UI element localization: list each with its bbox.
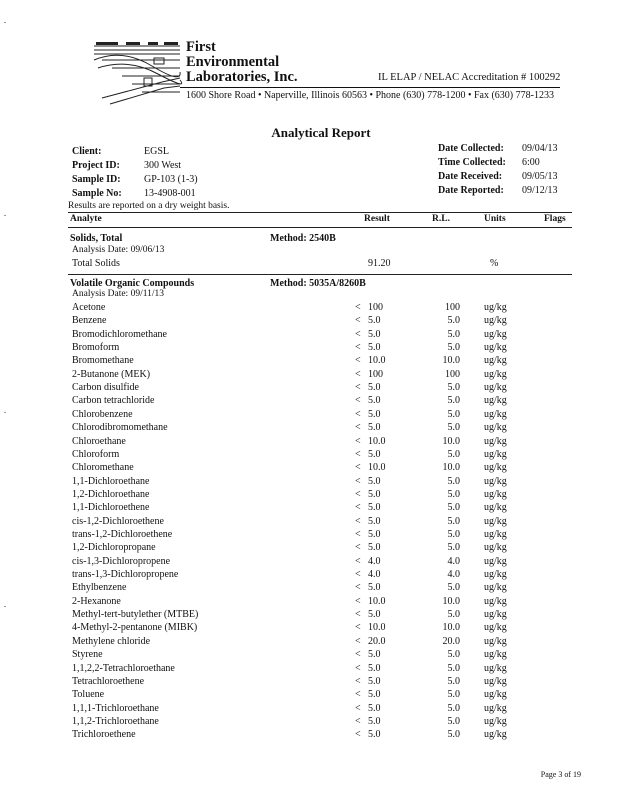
- table-row: [0, 449, 642, 462]
- less-than-qualifier: <: [355, 435, 361, 447]
- analyte-name: 2-Butanone (MEK): [72, 368, 151, 380]
- analyte-name: trans-1,3-Dichloropropene: [72, 569, 179, 580]
- less-than-qualifier: <: [355, 662, 361, 674]
- analyte-name: 4-Methyl-2-pentanone (MIBK): [72, 622, 198, 634]
- reporting-limit-value: 5.0: [447, 328, 460, 340]
- unit-value: ug/kg: [484, 302, 507, 313]
- unit-value: ug/kg: [484, 328, 507, 340]
- date-reported-label: Date Reported:: [438, 185, 504, 196]
- analyte-name: Chloromethane: [72, 462, 134, 474]
- analyte-name: 1,1,2,2-Tetrachloroethane: [72, 662, 175, 674]
- analyte-name: Styrene: [72, 649, 103, 661]
- analyte-name: Bromomethane: [72, 355, 134, 367]
- table-row: [0, 596, 642, 609]
- less-than-qualifier: <: [355, 488, 361, 500]
- reporting-limit-value: 4.0: [447, 555, 460, 567]
- less-than-qualifier: <: [355, 529, 361, 540]
- table-row: [0, 489, 642, 502]
- scan-mark: [4, 215, 6, 216]
- table-row: [0, 502, 642, 515]
- table-row: [0, 409, 642, 422]
- result-value: 5.0: [368, 689, 381, 701]
- table-row: [0, 636, 642, 649]
- company-name-line-2: Environmental: [186, 54, 280, 70]
- analyte-name: Total Solids: [72, 258, 120, 269]
- result-value: 5.0: [368, 529, 381, 540]
- table-row: [0, 529, 642, 542]
- table-row: [0, 622, 642, 635]
- reporting-limit-value: 20.0: [442, 635, 460, 647]
- unit-value: ug/kg: [484, 315, 507, 327]
- less-than-qualifier: <: [355, 569, 361, 580]
- unit-value: ug/kg: [484, 368, 507, 380]
- analyte-name: Bromoform: [72, 342, 120, 354]
- table-row: [0, 516, 642, 529]
- unit-value: ug/kg: [484, 542, 507, 554]
- reporting-limit-value: 10.0: [442, 462, 460, 474]
- reporting-limit-value: 5.0: [447, 675, 460, 687]
- reporting-limit-value: 5.0: [447, 382, 460, 394]
- analyte-name: Ethylbenzene: [72, 582, 127, 594]
- table-row: [0, 609, 642, 622]
- result-value: 5.0: [368, 649, 381, 661]
- solids-analysis-date: Analysis Date: 09/06/13: [72, 245, 165, 255]
- result-value: 10.0: [368, 435, 386, 447]
- result-value: 5.0: [368, 702, 381, 714]
- less-than-qualifier: <: [355, 649, 361, 661]
- analyte-name: Chlorodibromomethane: [72, 422, 168, 434]
- less-than-qualifier: <: [355, 355, 361, 367]
- unit-value: ug/kg: [484, 395, 507, 407]
- result-value: 5.0: [368, 662, 381, 674]
- result-value: 5.0: [368, 475, 381, 487]
- table-row: [0, 676, 642, 689]
- table-row: [0, 355, 642, 368]
- analyte-name: 1,1,1-Trichloroethane: [72, 702, 159, 714]
- result-value: 10.0: [368, 622, 386, 634]
- analyte-name: 1,2-Dichloroethane: [72, 488, 150, 500]
- solids-method: Method: 2540B: [270, 233, 336, 244]
- less-than-qualifier: <: [355, 382, 361, 394]
- analyte-name: Benzene: [72, 315, 107, 327]
- reporting-limit-value: 5.0: [447, 448, 460, 460]
- result-value: 4.0: [368, 569, 381, 580]
- reporting-limit-value: 5.0: [447, 609, 460, 620]
- company-address: 1600 Shore Road • Naperville, Illinois 60563 • Phone (630) 778-1200 • Fax (630) 778-1233: [186, 90, 554, 101]
- column-header-rl: R.L.: [432, 214, 450, 224]
- table-row: [0, 649, 642, 662]
- unit-value: ug/kg: [484, 462, 507, 474]
- table-header-top-rule: [68, 212, 572, 213]
- reporting-limit-value: 5.0: [447, 502, 460, 514]
- analyte-name: Methylene chloride: [72, 635, 151, 647]
- less-than-qualifier: <: [355, 448, 361, 460]
- reporting-limit-value: 5.0: [447, 529, 460, 540]
- unit-value: ug/kg: [484, 582, 507, 594]
- analyte-name: Methyl-tert-butylether (MTBE): [72, 609, 199, 620]
- unit-value: ug/kg: [484, 488, 507, 500]
- unit-value: ug/kg: [484, 569, 507, 580]
- voc-analysis-date: Analysis Date: 09/11/13: [72, 289, 164, 299]
- less-than-qualifier: <: [355, 595, 361, 607]
- analyte-name: Bromodichloromethane: [72, 328, 167, 340]
- less-than-qualifier: <: [355, 515, 361, 527]
- less-than-qualifier: <: [355, 622, 361, 634]
- analyte-name: Carbon tetrachloride: [72, 395, 155, 407]
- sample-no-value: 13-4908-001: [144, 188, 196, 199]
- result-value: 10.0: [368, 462, 386, 474]
- less-than-qualifier: <: [355, 542, 361, 554]
- sample-id-label: Sample ID:: [72, 174, 121, 185]
- unit-value: ug/kg: [484, 448, 507, 460]
- date-collected-value: 09/04/13: [522, 143, 558, 154]
- result-value: 5.0: [368, 609, 381, 620]
- reporting-limit-value: 10.0: [442, 355, 460, 367]
- result-value: 5.0: [368, 422, 381, 434]
- reporting-limit-value: 5.0: [447, 582, 460, 594]
- analyte-name: 1,2-Dichloropropane: [72, 542, 156, 554]
- solids-section-title: Solids, Total: [70, 233, 123, 244]
- unit-value: ug/kg: [484, 502, 507, 514]
- unit-value: ug/kg: [484, 382, 507, 394]
- result-value: 5.0: [368, 488, 381, 500]
- result-value: 5.0: [368, 675, 381, 687]
- analyte-name: Trichloroethene: [72, 729, 136, 741]
- less-than-qualifier: <: [355, 609, 361, 620]
- company-name-line-1: First: [186, 39, 216, 55]
- less-than-qualifier: <: [355, 675, 361, 687]
- first-environmental-logo: [92, 38, 184, 108]
- reporting-limit-value: 4.0: [447, 569, 460, 580]
- reporting-limit-value: 5.0: [447, 422, 460, 434]
- accreditation-number: IL ELAP / NELAC Accreditation # 100292: [378, 72, 561, 83]
- result-value: 5.0: [368, 342, 381, 354]
- company-name-line-3: Laboratories, Inc.: [186, 69, 298, 85]
- unit-value: ug/kg: [484, 689, 507, 701]
- analyte-name: 1,1,2-Trichloroethane: [72, 715, 159, 727]
- time-collected-label: Time Collected:: [438, 157, 506, 168]
- column-header-units: Units: [484, 214, 506, 224]
- result-value: 100: [368, 368, 383, 380]
- voc-method: Method: 5035A/8260B: [270, 278, 366, 289]
- unit-value: ug/kg: [484, 408, 507, 420]
- analyte-name: 1,1-Dichloroethene: [72, 502, 150, 514]
- unit-value: ug/kg: [484, 662, 507, 674]
- client-value: EGSL: [144, 146, 169, 157]
- unit-value: ug/kg: [484, 515, 507, 527]
- result-value: 91.20: [368, 258, 391, 269]
- sample-id-value: GP-103 (1-3): [144, 174, 198, 185]
- reporting-limit-value: 5.0: [447, 475, 460, 487]
- table-row: [0, 382, 642, 395]
- client-label: Client:: [72, 146, 102, 157]
- unit-value: ug/kg: [484, 609, 507, 620]
- table-row: [0, 569, 642, 582]
- result-value: 5.0: [368, 502, 381, 514]
- reporting-limit-value: 5.0: [447, 702, 460, 714]
- reporting-limit-value: 100: [445, 302, 460, 313]
- unit-value: ug/kg: [484, 555, 507, 567]
- table-row: [0, 258, 642, 271]
- analyte-name: Chloroethane: [72, 435, 126, 447]
- less-than-qualifier: <: [355, 555, 361, 567]
- reporting-limit-value: 10.0: [442, 622, 460, 634]
- table-row: [0, 582, 642, 595]
- less-than-qualifier: <: [355, 395, 361, 407]
- date-reported-value: 09/12/13: [522, 185, 558, 196]
- unit-value: ug/kg: [484, 435, 507, 447]
- result-value: 5.0: [368, 408, 381, 420]
- result-value: 5.0: [368, 515, 381, 527]
- result-value: 5.0: [368, 448, 381, 460]
- less-than-qualifier: <: [355, 702, 361, 714]
- reporting-limit-value: 5.0: [447, 342, 460, 354]
- page-number: Page 3 of 19: [540, 770, 581, 779]
- unit-value: ug/kg: [484, 475, 507, 487]
- scan-mark: [4, 22, 6, 23]
- voc-section-title: Volatile Organic Compounds: [70, 278, 195, 289]
- table-row: [0, 462, 642, 475]
- reporting-limit-value: 5.0: [447, 729, 460, 741]
- analyte-name: cis-1,2-Dichloroethene: [72, 515, 164, 527]
- unit-value: ug/kg: [484, 729, 507, 741]
- table-row: [0, 369, 642, 382]
- unit-value: %: [490, 258, 499, 269]
- result-value: 5.0: [368, 315, 381, 327]
- reporting-limit-value: 5.0: [447, 689, 460, 701]
- less-than-qualifier: <: [355, 315, 361, 327]
- result-value: 4.0: [368, 555, 381, 567]
- result-value: 5.0: [368, 542, 381, 554]
- reporting-limit-value: 100: [445, 368, 460, 380]
- unit-value: ug/kg: [484, 622, 507, 634]
- analyte-name: Acetone: [72, 302, 106, 313]
- table-row: [0, 302, 642, 315]
- less-than-qualifier: <: [355, 635, 361, 647]
- dry-weight-basis-note: Results are reported on a dry weight basis.: [68, 201, 230, 211]
- report-title: Analytical Report: [271, 125, 371, 140]
- table-row: [0, 689, 642, 702]
- reporting-limit-value: 5.0: [447, 315, 460, 327]
- table-row: [0, 716, 642, 729]
- project-id-label: Project ID:: [72, 160, 120, 171]
- reporting-limit-value: 10.0: [442, 595, 460, 607]
- reporting-limit-value: 5.0: [447, 662, 460, 674]
- table-row: [0, 556, 642, 569]
- result-value: 5.0: [368, 382, 381, 394]
- reporting-limit-value: 5.0: [447, 515, 460, 527]
- reporting-limit-value: 5.0: [447, 649, 460, 661]
- column-header-flags: Flags: [544, 214, 566, 224]
- result-value: 20.0: [368, 635, 386, 647]
- result-value: 5.0: [368, 582, 381, 594]
- reporting-limit-value: 5.0: [447, 488, 460, 500]
- table-row: [0, 395, 642, 408]
- analyte-name: Tetrachloroethene: [72, 675, 145, 687]
- table-row: [0, 436, 642, 449]
- letterhead-divider: [180, 87, 560, 88]
- table-row: [0, 329, 642, 342]
- analyte-name: 2-Hexanone: [72, 595, 121, 607]
- unit-value: ug/kg: [484, 635, 507, 647]
- less-than-qualifier: <: [355, 689, 361, 701]
- time-collected-value: 6:00: [522, 157, 540, 168]
- less-than-qualifier: <: [355, 715, 361, 727]
- date-received-label: Date Received:: [438, 171, 503, 182]
- less-than-qualifier: <: [355, 342, 361, 354]
- table-row: [0, 342, 642, 355]
- table-row: [0, 729, 642, 742]
- unit-value: ug/kg: [484, 595, 507, 607]
- unit-value: ug/kg: [484, 422, 507, 434]
- analyte-name: trans-1,2-Dichloroethene: [72, 529, 173, 540]
- result-value: 5.0: [368, 729, 381, 741]
- less-than-qualifier: <: [355, 462, 361, 474]
- result-value: 5.0: [368, 395, 381, 407]
- less-than-qualifier: <: [355, 302, 361, 313]
- analyte-name: Carbon disulfide: [72, 382, 139, 394]
- unit-value: ug/kg: [484, 715, 507, 727]
- reporting-limit-value: 10.0: [442, 435, 460, 447]
- analyte-name: cis-1,3-Dichloropropene: [72, 555, 171, 567]
- table-row: [0, 703, 642, 716]
- sample-no-label: Sample No:: [72, 188, 122, 199]
- result-value: 5.0: [368, 328, 381, 340]
- project-id-value: 300 West: [144, 160, 182, 171]
- less-than-qualifier: <: [355, 729, 361, 741]
- analyte-name: Toluene: [72, 689, 105, 701]
- reporting-limit-value: 5.0: [447, 395, 460, 407]
- less-than-qualifier: <: [355, 408, 361, 420]
- analyte-name: Chlorobenzene: [72, 408, 133, 420]
- unit-value: ug/kg: [484, 355, 507, 367]
- section-divider: [68, 274, 572, 275]
- table-header-bottom-rule: [68, 227, 572, 228]
- reporting-limit-value: 5.0: [447, 408, 460, 420]
- date-collected-label: Date Collected:: [438, 143, 504, 154]
- unit-value: ug/kg: [484, 675, 507, 687]
- result-value: 10.0: [368, 355, 386, 367]
- unit-value: ug/kg: [484, 529, 507, 540]
- analyte-name: Chloroform: [72, 448, 120, 460]
- table-row: [0, 542, 642, 555]
- result-value: 100: [368, 302, 383, 313]
- analyte-name: 1,1-Dichloroethane: [72, 475, 150, 487]
- table-row: [0, 422, 642, 435]
- less-than-qualifier: <: [355, 422, 361, 434]
- less-than-qualifier: <: [355, 475, 361, 487]
- unit-value: ug/kg: [484, 649, 507, 661]
- less-than-qualifier: <: [355, 328, 361, 340]
- table-row: [0, 663, 642, 676]
- unit-value: ug/kg: [484, 342, 507, 354]
- less-than-qualifier: <: [355, 582, 361, 594]
- column-header-analyte: Analyte: [70, 214, 102, 224]
- less-than-qualifier: <: [355, 368, 361, 380]
- table-row: [0, 476, 642, 489]
- unit-value: ug/kg: [484, 702, 507, 714]
- result-value: 5.0: [368, 715, 381, 727]
- reporting-limit-value: 5.0: [447, 542, 460, 554]
- result-value: 10.0: [368, 595, 386, 607]
- date-received-value: 09/05/13: [522, 171, 558, 182]
- reporting-limit-value: 5.0: [447, 715, 460, 727]
- less-than-qualifier: <: [355, 502, 361, 514]
- column-header-result: Result: [364, 214, 390, 224]
- table-row: [0, 315, 642, 328]
